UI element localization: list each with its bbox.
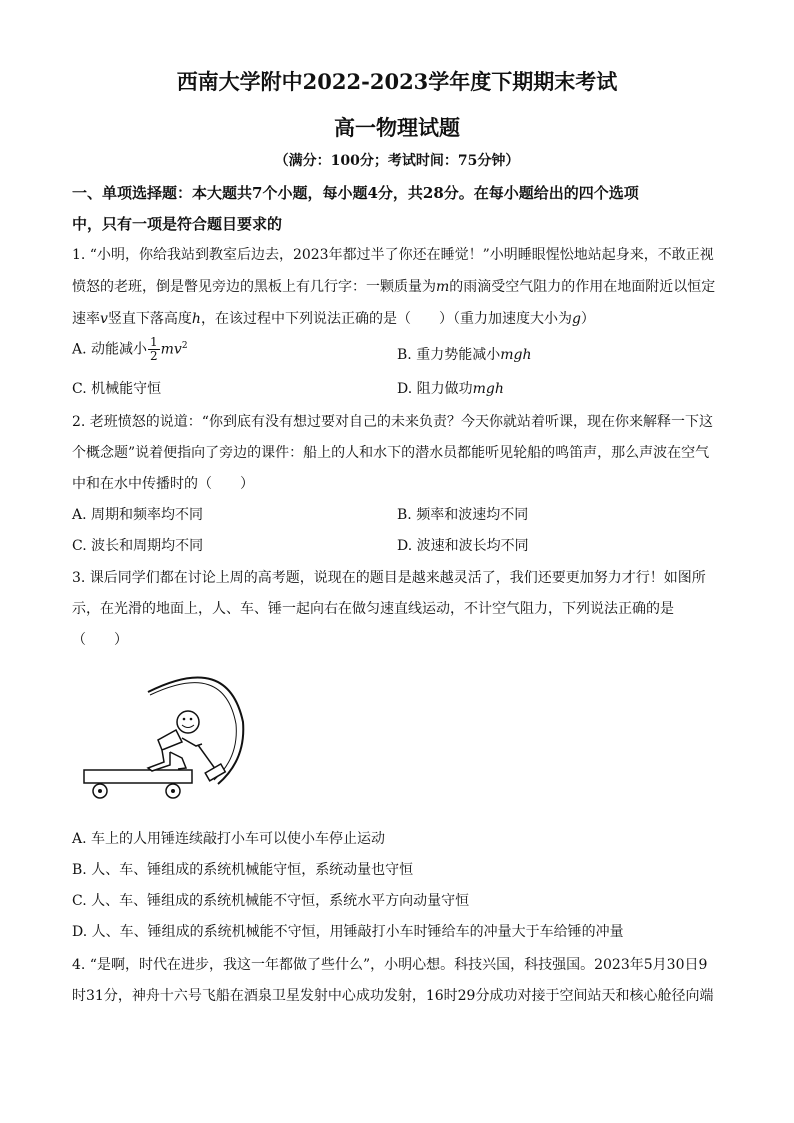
q4-line2: 时31分，神舟十六号飞船在酒泉卫星发射中心成功发射，16时29分成功对接于空间站天和核心舱径向端: [72, 988, 714, 1004]
q1-option-a-fraction: [148, 336, 160, 363]
wheel-hub-right: [171, 789, 175, 793]
q1-var-h: h: [191, 311, 201, 327]
q1-var-m: m: [436, 279, 450, 295]
q3-option-a: A. 车上的人用锤连续敲打小车可以使小车停止运动: [72, 831, 386, 847]
q1-option-d-text: D. 阻力做功: [397, 381, 473, 397]
exam-subtitle: 高一物理试题: [334, 115, 460, 140]
q1-line3-text-c: ，在该过程中下列说法正确的是（ ）（重力加速度大小为: [200, 311, 572, 327]
q2-option-c: C. 波长和周期均不同: [72, 538, 204, 554]
person-head: [177, 711, 199, 733]
q1-option-c: C. 机械能守恒: [72, 381, 162, 397]
q3-option-b: B. 人、车、锤组成的系统机械能守恒，系统动量也守恒: [72, 862, 414, 878]
q1-option-a-exponent: 2: [181, 340, 188, 351]
person-arm: [182, 738, 202, 746]
q2-line1: 2. 老班愤怒的说道：“你到底有没有想过要对自己的未来负责？今天你就站着听课，现在你来解释一下这: [72, 414, 713, 430]
q1-option-d-expr: mgh: [472, 381, 504, 397]
q1-line3-text-b: 竖直下落高度: [107, 311, 192, 327]
person-legs: [148, 750, 170, 771]
q2-option-d: D. 波速和波长均不同: [397, 538, 529, 554]
q1-option-a-text: A. 动能减小: [72, 341, 148, 358]
q2-option-a: A. 周期和频率均不同: [72, 507, 204, 523]
person-torso: [158, 730, 182, 750]
cart-body: [84, 770, 192, 783]
q1-option-b-text: B. 重力势能减小: [397, 347, 501, 363]
q1-line1: 1. “小明，你给我站到教室后边去，2023年都过半了你还在睡觉！”小明睡眼惺忪地站起身来，不敢正视: [72, 247, 714, 263]
fraction-numerator: 1: [150, 335, 158, 349]
q1-line2: [72, 276, 715, 296]
hammer-handle: [198, 745, 216, 770]
person-eye-right: [190, 718, 193, 721]
q3-option-d: D. 人、车、锤组成的系统机械能不守恒，用锤敲打小车时锤给车的冲量大于车给锤的冲量: [72, 924, 624, 940]
cart-hammer-figure: [78, 672, 258, 804]
hammer-head: [205, 764, 225, 781]
q1-line2-text-a: 愤怒的老班，倒是瞥见旁边的黑板上有几行字：一颗质量为: [72, 279, 436, 295]
q1-line3: [72, 308, 595, 328]
q3-line3: （ ）: [72, 632, 128, 648]
q2-line3: 中和在水中传播时的（ ）: [72, 476, 254, 492]
q1-line3-text-a: 速率: [72, 311, 100, 327]
section-heading-line2: 中，只有一项是符合题目要求的: [72, 215, 283, 233]
q3-option-c: C. 人、车、锤组成的系统机械能不守恒，系统水平方向动量守恒: [72, 893, 470, 909]
section-heading-line1: 一、单项选择题：本大题共7个小题，每小题4分，共28分。在每小题给出的四个选项: [72, 184, 639, 202]
fraction-denominator: 2: [150, 349, 158, 363]
q1-option-b: [397, 344, 531, 364]
section-heading: [72, 178, 722, 240]
q1-option-a: [72, 336, 188, 363]
q2-line2: 个概念题”说着便指向了旁边的课件：船上的人和水下的潜水员都能听见轮船的鸣笛声，那么声波在空气: [72, 445, 710, 461]
q1-var-g: g: [571, 311, 581, 327]
q1-option-a-expr: mv: [160, 341, 182, 358]
q2-option-b: B. 频率和波速均不同: [397, 507, 529, 523]
q1-var-v: v: [100, 311, 108, 327]
q3-line2: 示，在光滑的地面上，人、车、锤一起向右在做匀速直线运动，不计空气阻力，下列说法正确的是: [72, 601, 674, 617]
q1-line2-text-b: 的雨滴受空气阻力的作用在地面附近以恒定: [449, 279, 716, 295]
person-leg-front: [170, 752, 186, 769]
wheel-hub-left: [98, 789, 102, 793]
q4-line1: 4. “是啊，时代在进步，我这一年都做了些什么”，小明心想。科技兴国，科技强国。2023年5月30日9: [72, 957, 708, 973]
exam-meta: （满分：100分；考试时间：75分钟）: [274, 153, 520, 169]
q3-line1: 3. 课后同学们都在讨论上周的高考题，说现在的题目是越来越灵活了，我们还要更加努力才行！如图所: [72, 570, 706, 586]
exam-title: 西南大学附中2022-2023学年度下期期末考试: [176, 69, 618, 94]
q1-option-b-expr: mgh: [500, 347, 532, 363]
q1-option-d: [397, 378, 504, 398]
person-eye-left: [183, 718, 186, 721]
q1-line3-text-d: ）: [580, 311, 595, 327]
